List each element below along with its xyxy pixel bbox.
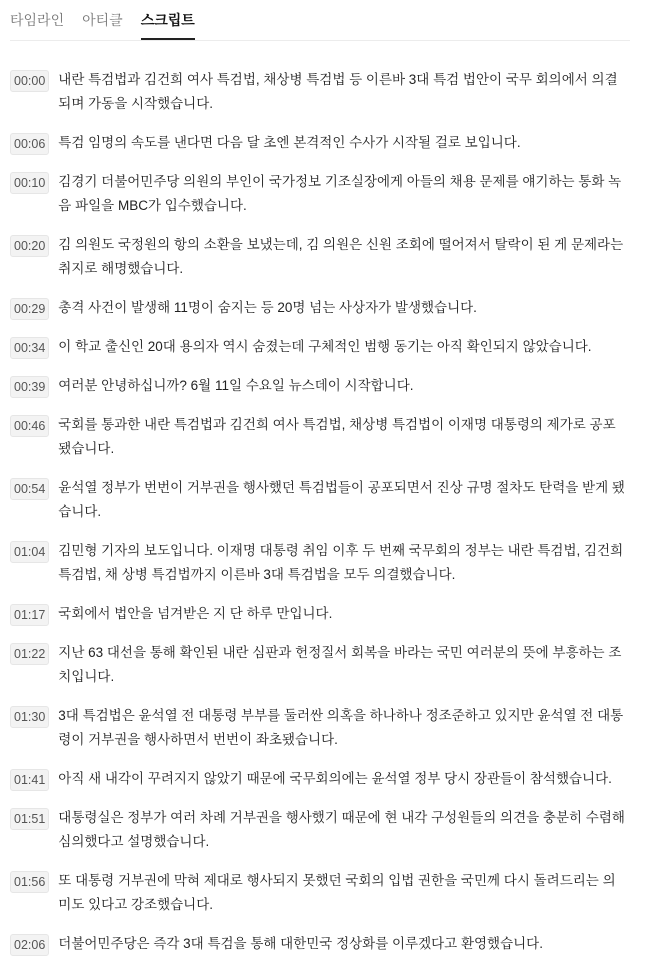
timestamp-button[interactable]: 00:34 xyxy=(10,337,49,359)
tab-script[interactable]: 스크립트 xyxy=(141,0,195,40)
script-list xyxy=(10,68,635,971)
timestamp-button[interactable]: 00:00 xyxy=(10,70,49,92)
script-entry xyxy=(10,296,635,320)
timestamp-button[interactable]: 00:29 xyxy=(10,298,49,320)
tab-bar xyxy=(10,0,630,41)
script-entry xyxy=(10,767,635,791)
script-text: 3대 특검법은 윤석열 전 대통령 부부를 둘러싼 의혹을 하나하나 정조준하고 있지만 윤석열 전 대통령이 거부권을 행사하면서 번번이 좌초됐습니다. xyxy=(58,708,624,747)
script-text: 더불어민주당은 즉각 3대 특검을 통해 대한민국 정상화를 이루겠다고 환영했습니다. xyxy=(58,936,543,951)
script-text: 특검 임명의 속도를 낸다면 다음 달 초엔 본격적인 수사가 시작될 걸로 보입니다. xyxy=(58,135,521,150)
script-entry xyxy=(10,335,635,359)
script-entry xyxy=(10,170,635,218)
script-entry xyxy=(10,539,635,587)
script-text: 여러분 안녕하십니까? 6월 11일 수요일 뉴스데이 시작합니다. xyxy=(58,378,414,393)
script-entry xyxy=(10,374,635,398)
script-text: 지난 63 대선을 통해 확인된 내란 심판과 헌정질서 회복을 바라는 국민 여러분의 뜻에 부흥하는 조치입니다. xyxy=(58,645,622,684)
timestamp-button[interactable]: 00:54 xyxy=(10,478,49,500)
timestamp-button[interactable]: 01:51 xyxy=(10,808,49,830)
timestamp-button[interactable]: 01:56 xyxy=(10,871,49,893)
script-text: 국회에서 법안을 넘겨받은 지 단 하루 만입니다. xyxy=(58,606,333,621)
script-entry xyxy=(10,131,635,155)
script-entry xyxy=(10,476,635,524)
timestamp-button[interactable]: 01:41 xyxy=(10,769,49,791)
script-text: 아직 새 내각이 꾸려지지 않았기 때문에 국무회의에는 윤석열 정부 당시 장관들이 참석했습니다. xyxy=(58,771,612,786)
script-text: 또 대통령 거부권에 막혀 제대로 행사되지 못했던 국회의 입법 권한을 국민께 다시 돌려드리는 의미도 있다고 강조했습니다. xyxy=(58,873,616,912)
script-text: 국회를 통과한 내란 특검법과 김건희 여사 특검법, 채상병 특검법이 이재명 대통령의 제가로 공포됐습니다. xyxy=(58,417,616,456)
script-entry xyxy=(10,68,635,116)
script-entry xyxy=(10,233,635,281)
timestamp-button[interactable]: 00:10 xyxy=(10,172,49,194)
script-text: 대통령실은 정부가 여러 차례 거부권을 행사했기 때문에 현 내각 구성원들의 의견을 충분히 수렴해 심의했다고 설명했습니다. xyxy=(58,810,625,849)
script-text: 김민형 기자의 보도입니다. 이재명 대통령 취임 이후 두 번째 국무회의 정부는 내란 특검법, 김건희 특검법, 채 상병 특검법까지 이른바 3대 특검법을 모두 의결했습니다. xyxy=(58,543,624,582)
script-entry xyxy=(10,869,635,917)
script-entry xyxy=(10,704,635,752)
timestamp-button[interactable]: 00:39 xyxy=(10,376,49,398)
tab-article[interactable]: 아티클 xyxy=(82,12,123,28)
script-entry xyxy=(10,932,635,956)
script-entry xyxy=(10,413,635,461)
script-entry xyxy=(10,602,635,626)
timestamp-button[interactable]: 00:20 xyxy=(10,235,49,257)
timestamp-button[interactable]: 01:30 xyxy=(10,706,49,728)
tab-timeline[interactable]: 타임라인 xyxy=(10,12,65,28)
script-text: 내란 특검법과 김건희 여사 특검법, 채상병 특검법 등 이른바 3대 특검 법안이 국무 회의에서 의결되며 가동을 시작했습니다. xyxy=(58,72,618,111)
timestamp-button[interactable]: 01:22 xyxy=(10,643,49,665)
script-entry xyxy=(10,806,635,854)
script-text: 윤석열 정부가 번번이 거부권을 행사했던 특검법들이 공포되면서 진상 규명 절차도 탄력을 받게 됐습니다. xyxy=(58,480,625,519)
script-text: 김경기 더불어민주당 의원의 부인이 국가정보 기조실장에게 아들의 채용 문제를 얘기하는 통화 녹음 파일을 MBC가 입수했습니다. xyxy=(58,174,622,213)
script-entry xyxy=(10,641,635,689)
script-text: 김 의원도 국정원의 항의 소환을 보냈는데, 김 의원은 신원 조회에 떨어져서 탈락이 된 게 문제라는 취지로 해명했습니다. xyxy=(58,237,624,276)
timestamp-button[interactable]: 00:46 xyxy=(10,415,49,437)
timestamp-button[interactable]: 02:06 xyxy=(10,934,49,956)
script-text: 총격 사건이 발생해 11명이 숨지는 등 20명 넘는 사상자가 발생했습니다. xyxy=(58,300,477,315)
timestamp-button[interactable]: 01:17 xyxy=(10,604,49,626)
timestamp-button[interactable]: 01:04 xyxy=(10,541,49,563)
script-text: 이 학교 출신인 20대 용의자 역시 숨졌는데 구체적인 범행 동기는 아직 확인되지 않았습니다. xyxy=(58,339,592,354)
timestamp-button[interactable]: 00:06 xyxy=(10,133,49,155)
